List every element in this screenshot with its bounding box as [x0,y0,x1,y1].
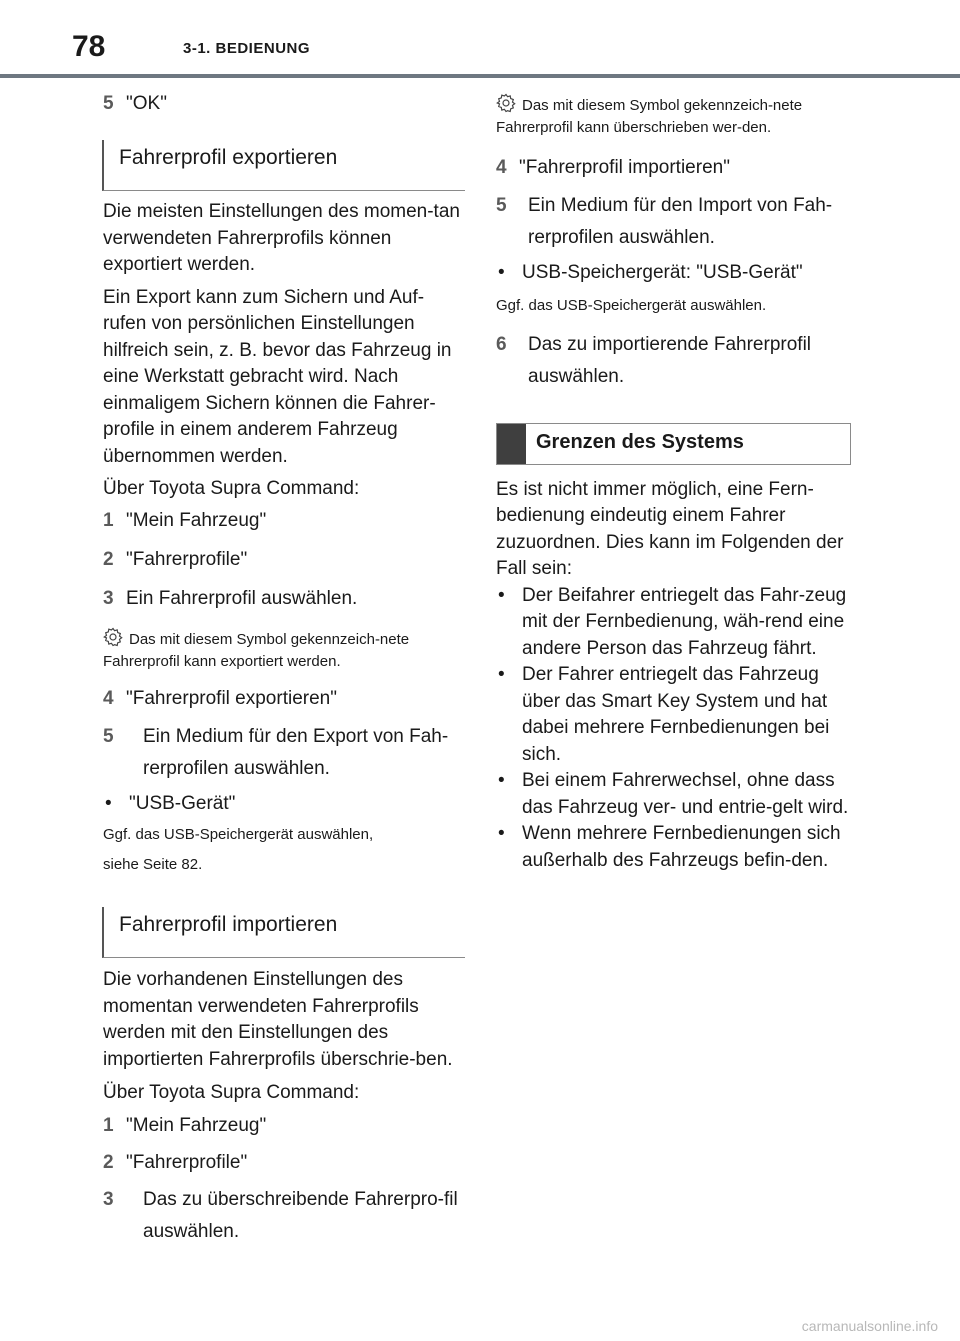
list-item: • Der Beifahrer entriegelt das Fahr-zeug mit der Fernbedienung, wäh-rend eine andere Person das Fahrzeug fährt. [498,584,847,659]
export-steps [103,505,465,615]
export-steps-continued [103,683,465,785]
section-heading-export: Fahrerprofil exportieren [102,140,465,191]
import-usb-hint: Ggf. das USB-Speichergerät auswählen. [496,296,767,314]
export-intro: Die meisten Einstellungen des momen-tan verwendeten Fahrerprofils können exportiert werden. [103,201,460,275]
limits-bullets [496,583,851,875]
page-header [0,0,960,80]
gear-icon [496,93,516,118]
step-6-import: 6 Das zu importierende Fahrerprofil auswählen. [496,333,812,387]
gear-icon [103,627,123,652]
import-via: Über Toyota Supra Command: [103,1082,360,1103]
heading-bar [497,424,526,464]
list-item: 1 "Mein Fahrzeug" [103,509,267,531]
import-steps-continued [496,152,851,254]
export-symbol-note: Das mit diesem Symbol gekennzeich-nete Fahrerprofil kann exportiert werden. [103,627,465,671]
list-item: 2 "Fahrerprofile" [103,548,248,570]
import-symbol-note: Das mit diesem Symbol gekennzeich-nete Fahrerprofil kann überschrieben wer-den. [496,93,851,137]
left-column [103,88,465,1248]
export-usb-hint: Ggf. das USB-Speichergerät auswählen, [103,826,374,843]
list-item: 4 "Fahrerprofil importieren" [496,157,730,178]
list-item: • Bei einem Fahrerwechsel, ohne dass das Fahrzeug ver- und entrie-gelt wird. [498,770,849,818]
section-heading-limits: Grenzen des Systems [496,423,851,465]
list-item: 4 "Fahrerprofil exportieren" [103,687,337,709]
export-explanation: Ein Export kann zum Sichern und Auf-rufen von persönlichen Einstellungen hilfreich sein, z. B. bevor das Fahrzeug in eine Werkstatt gebracht wird. Nach einmaligem Sichern können die Fahrer-profile in einem anderem Fahrzeug übernommen werden. [103,286,452,467]
chapter-title: 3-1. BEDIENUNG [183,40,311,57]
import-usb-bullet: • USB-Speichergerät: "USB-Gerät" [498,262,803,283]
header-rule [0,74,960,78]
import-intro: Die vorhandenen Einstellungen des momentan verwendeten Fahrerprofils werden mit den Einstellungen des importierten Fahrerprofils überschrie-ben. [103,969,453,1070]
export-page-ref: siehe Seite 82. [103,856,203,873]
page-number: 78 [72,30,106,63]
export-via: Über Toyota Supra Command: [103,478,360,499]
section-heading-import: Fahrerprofil importieren [102,907,465,958]
list-item: • Der Fahrer entriegelt das Fahrzeug über das Smart Key System und hat dabei mehrere Fernbedienungen bei sich. [498,664,830,765]
import-steps [103,1110,465,1248]
watermark: carmanualsonline.info [801,1318,938,1334]
list-item: • Wenn mehrere Fernbedienungen sich außerhalb des Fahrzeugs befin-den. [498,823,841,871]
list-item: 3 Das zu überschreibende Fahrerpro-fil auswählen. [103,1188,458,1242]
list-item: 5 Ein Medium für den Import von Fah-rerprofilen auswählen. [496,195,833,248]
right-column [496,93,851,874]
list-item: 1 "Mein Fahrzeug" [103,1114,267,1136]
limits-intro: Es ist nicht immer möglich, eine Fern-bedienung eindeutig einem Fahrer zuzuordnen. Dies kann im Folgenden der Fall sein: [496,478,844,579]
step-5-ok: 5 "OK" [103,93,167,114]
list-item: 3 Ein Fahrerprofil auswählen. [103,587,358,609]
list-item: 5 Ein Medium für den Export von Fah-rerprofilen auswählen. [103,725,449,779]
export-usb-bullet: • "USB-Gerät" [105,792,236,814]
list-item: 2 "Fahrerprofile" [103,1151,248,1173]
